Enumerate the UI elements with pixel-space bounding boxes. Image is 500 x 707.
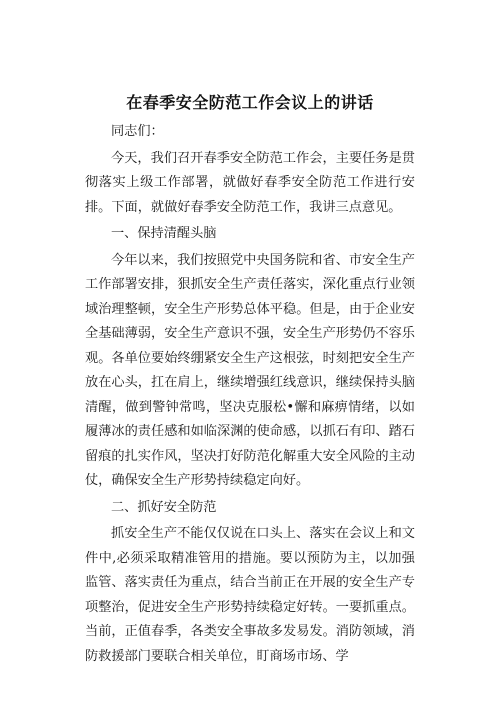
section-2-heading: 二、抓好安全防范 (111, 499, 217, 515)
section-1-paragraph: 今年以来，我们按照党中央国务院和省、市安全生产工作部署安排，狠抓安全生产责任落实，深化重点行业领域治理整顿，安全生产形势总体平稳。但是，由于企业安全基础薄弱，安全生产意识不强，安全生产形势仍不容乐观。各单位要始终绷紧安全生产这根弦，时刻把安全生产放在心头，扛在肩上，继续增强红线意识，继续保持头脑清醒，做到警钟常鸣，坚决克服松•懈和麻痹情绪，以如履薄冰的责任感和如临深渊的使命感，以抓石有印、踏石留痕的扎实作风，坚决打好防范化解重大安全风险的主动仗，确保安全生产形势持续稳定向好。 (85, 252, 415, 488)
document-body (85, 120, 415, 669)
salutation: 同志们： (111, 124, 164, 139)
section-2-paragraph: 抓安全生产不能仅仅说在口头上、落实在会议上和文件中,必须采取精准管用的措施。要以预防为主，以加强监管、落实责任为重点，结合当前正在开展的安全生产专项整治，促进安全生产形势持续稳定好转。一要抓重点。当前，正值春季，各类安全事故多发易发。消防领域，消防救援部门要联合相关单位，盯商场市场、学 (85, 526, 415, 664)
document-title: 在春季安全防范工作会议上的讲话 (126, 93, 374, 112)
intro-paragraph: 今天，我们召开春季安全防范工作会，主要任务是贯彻落实上级工作部署，就做好春季安全防范工作进行安排。下面，就做好春季安全防范工作，我讲三点意见。 (85, 150, 415, 215)
section-1-heading: 一、保持清醒头脑 (111, 226, 217, 241)
